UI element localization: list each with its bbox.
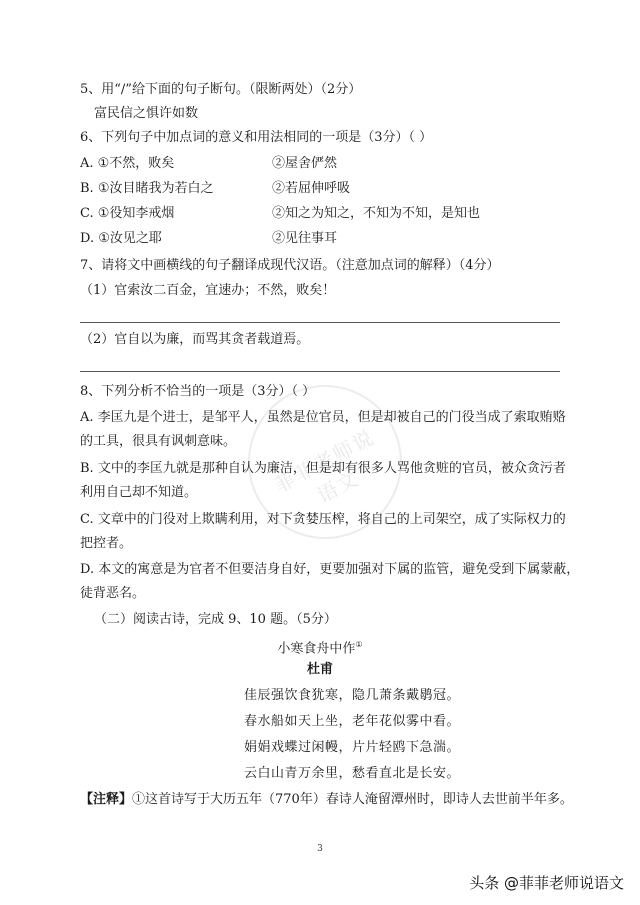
poem-title-text: 小寒食舟中作 <box>277 641 356 657</box>
q7-prompt: 7、请将文中画横线的句子翻译成现代汉语。（注意加点词的解释）（4分） <box>80 258 500 273</box>
footer-attribution: 头条 @菲菲老师说语文 <box>469 874 624 892</box>
q8-option-b-line1: B. 文中的李匡九就是那种自认为廉洁，但是却有很多人骂他贪赃的官员，被众贪污者 <box>80 461 566 476</box>
q8-option-d-line2: 徒背恶名。 <box>80 586 146 601</box>
poem-title <box>0 635 640 659</box>
section2-heading: （二）阅读古诗，完成 9、10 题。（5分） <box>94 612 337 627</box>
q8-option-d-line1: D. 本文的寓意是为官者不但要洁身自好，更要加强对下属的监管，避免受到下属蒙蔽， <box>80 562 580 577</box>
q8-prompt: 8、下列分析不恰当的一项是（3分）（ ） <box>80 384 316 399</box>
q6-option-c-1: C. ①役知李戒烟 <box>80 206 175 221</box>
poem-line-4: 云白山青万余里，愁看直北是长安。 <box>244 766 461 781</box>
poem-note-label: 【注释】 <box>80 792 133 807</box>
q6-option-d-2: ②见往事耳 <box>272 231 338 246</box>
answer-line-2 <box>80 371 560 372</box>
q6-option-a-2: ②屋舍俨然 <box>272 156 338 171</box>
q7-sentence-2: （2）官自以为廉，而骂其贪者载道焉。 <box>80 332 310 347</box>
q5-sentence: 富民信之惧许如数 <box>94 106 199 121</box>
q6-option-c-2: ②知之为知之，不知为不知，是知也 <box>272 206 481 221</box>
page-number: 3 <box>317 844 323 854</box>
q8-option-c-line1: C. 文章中的门役对上欺瞒利用，对下贪婪压榨，将自己的上司架空，成了实际权力的 <box>80 512 566 527</box>
q8-option-b-line2: 利用自己却不知道。 <box>80 485 198 500</box>
q6-option-d-1: D. ①汝见之耶 <box>80 231 162 246</box>
watermark-text: 菲菲老师说语文 <box>270 424 379 508</box>
q6-option-d <box>80 229 338 249</box>
poem-note-text: ①这首诗写于大历五年（770年）春诗人淹留潭州时，即诗人去世前半年多。 <box>132 792 573 807</box>
poem-note <box>80 790 573 810</box>
q6-option-b-1: B. ①汝目睹我为若白之 <box>80 181 214 196</box>
q6-option-c <box>80 204 481 224</box>
q6-option-b-2: ②若屈伸呼吸 <box>272 181 351 196</box>
q6-option-b <box>80 179 351 199</box>
q5-prompt: 5、用“/”给下面的句子断句。（限断两处）（2分） <box>80 82 362 97</box>
q8-option-a-line2: 的工具，很具有讽刺意味。 <box>80 434 237 449</box>
q6-option-a <box>80 154 338 174</box>
poem-line-2: 春水船如天上坐，老年花似雾中看。 <box>244 714 461 729</box>
poem-line-3: 娟娟戏蝶过闲幔，片片轻鸥下急湍。 <box>244 740 461 755</box>
poem-author: 杜甫 <box>306 662 333 677</box>
q8-option-a-line1: A. 李匡九是个进士，是邹平人，虽然是位官员，但是却被自己的门役当成了索取贿赂 <box>80 410 566 425</box>
q6-prompt: 6、下列句子中加点词的意义和用法相同的一项是（3分）（ ） <box>80 130 433 145</box>
answer-line-1 <box>80 322 560 323</box>
q7-sentence-1: （1）官索汝二百金，宜速办；不然，败矣！ <box>80 283 336 298</box>
q6-option-a-1: A. ①不然，败矣 <box>80 156 175 171</box>
q8-option-c-line2: 把控者。 <box>80 536 133 551</box>
poem-line-1: 佳辰强饮食犹寒，隐几萧条戴鹖冠。 <box>244 688 461 703</box>
poem-title-note-mark: ① <box>355 640 363 649</box>
